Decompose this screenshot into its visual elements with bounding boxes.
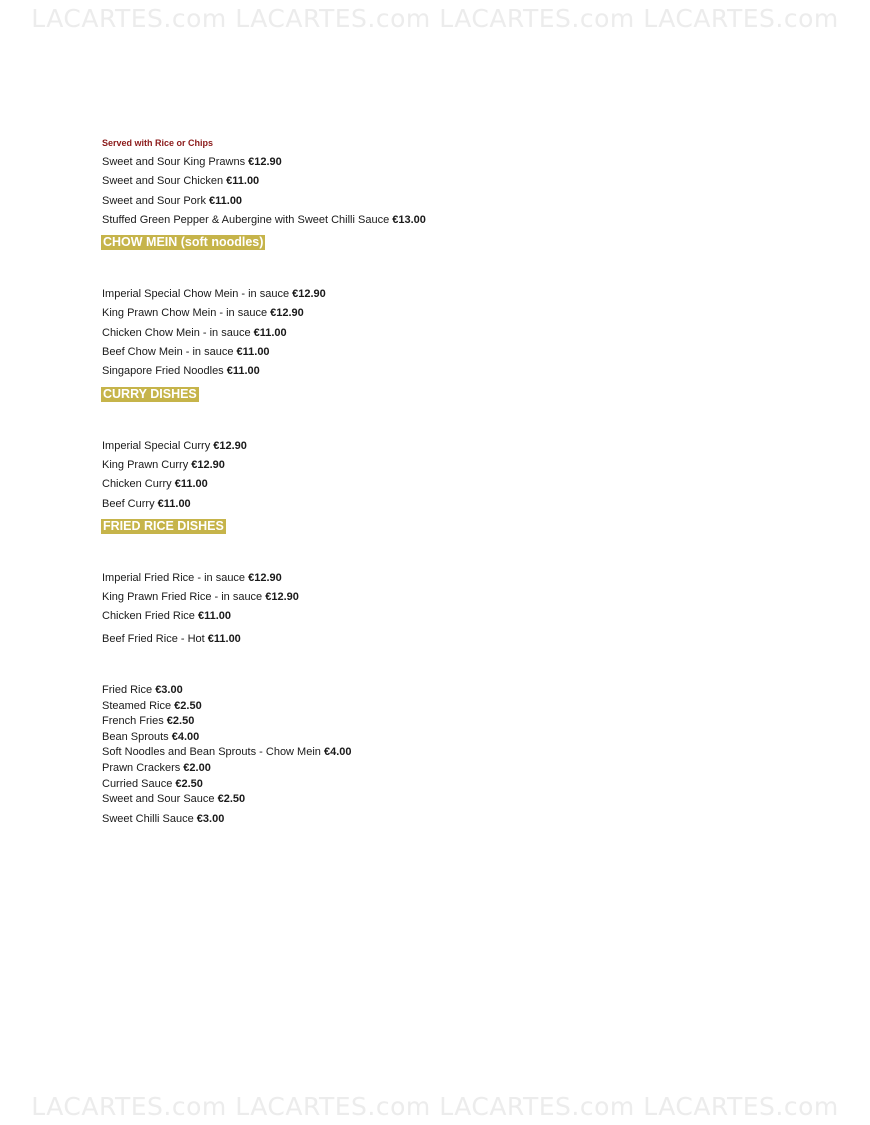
menu-item xyxy=(102,588,802,607)
curry-list xyxy=(102,437,802,514)
item-name: Sweet Chilli Sauce xyxy=(102,812,197,825)
menu-item xyxy=(102,456,802,475)
item-price: €11.00 xyxy=(174,478,208,491)
menu-item xyxy=(102,683,802,699)
item-price: €12.90 xyxy=(213,439,247,452)
item-name: Curried Sauce xyxy=(102,777,176,790)
item-name: Chicken Curry xyxy=(102,478,175,491)
item-price: €4.00 xyxy=(323,746,352,759)
menu-item xyxy=(102,285,802,304)
item-name: Singapore Fried Noodles xyxy=(102,365,227,378)
item-price: €12.90 xyxy=(248,156,282,168)
watermark-bottom: LACARTES.com LACARTES.com LACARTES.com LACARTES.com xyxy=(31,1092,839,1121)
menu-item xyxy=(102,211,802,230)
section-heading-curry: CURRY DISHES xyxy=(103,386,197,401)
subheading: Served with Rice or Chips xyxy=(102,138,214,148)
menu-item xyxy=(102,343,802,362)
item-price: €4.00 xyxy=(171,730,200,743)
item-price: €12.90 xyxy=(191,458,225,471)
item-price: €2.00 xyxy=(183,762,211,775)
menu-item xyxy=(102,437,802,456)
item-name: Imperial Special Curry xyxy=(102,439,214,452)
item-price: €2.50 xyxy=(174,699,202,712)
item-name: Sweet and Sour Pork xyxy=(102,194,210,207)
item-name: Fried Rice xyxy=(102,684,156,697)
menu-item xyxy=(102,777,802,793)
menu-item xyxy=(102,792,802,808)
menu-item xyxy=(102,699,802,715)
item-name: Stuffed Green Pepper & Aubergine with Sweet Chilli Sauce xyxy=(102,213,393,226)
item-name: Sweet and Sour Chicken xyxy=(102,175,227,188)
item-name: Sweet and Sour Sauce xyxy=(102,793,218,806)
menu-item xyxy=(102,569,802,588)
menu-item xyxy=(102,607,802,626)
item-price: €11.00 xyxy=(226,365,260,378)
menu-item xyxy=(102,324,802,343)
item-price: €3.00 xyxy=(196,812,225,825)
item-name: Imperial Fried Rice - in sauce xyxy=(102,571,249,584)
menu-item xyxy=(102,745,802,761)
item-price: €12.90 xyxy=(248,571,282,584)
menu-item xyxy=(102,475,802,494)
item-price: €2.50 xyxy=(175,777,203,790)
sweet-sour-list xyxy=(102,153,802,230)
section-heading-chow-mein: CHOW MEIN (soft noodles) xyxy=(103,235,264,250)
fried-rice-list xyxy=(102,569,802,649)
item-price: €12.90 xyxy=(270,307,304,320)
item-name: Sweet and Sour King Prawns xyxy=(102,156,249,168)
item-name: King Prawn Chow Mein - in sauce xyxy=(102,307,271,320)
item-name: King Prawn Fried Rice - in sauce xyxy=(102,591,266,604)
menu-content xyxy=(102,138,802,827)
menu-item xyxy=(102,812,802,828)
item-price: €2.50 xyxy=(166,715,195,728)
watermark-top: LACARTES.com LACARTES.com LACARTES.com LACARTES.com xyxy=(31,4,839,33)
item-name: Beef Fried Rice - Hot xyxy=(102,632,208,645)
chow-mein-list xyxy=(102,285,802,381)
item-price: €12.90 xyxy=(292,288,326,301)
menu-item xyxy=(102,362,802,381)
item-name: Beef Curry xyxy=(102,497,158,510)
menu-item xyxy=(102,714,802,730)
item-price: €13.00 xyxy=(392,213,426,226)
item-price: €11.00 xyxy=(207,632,241,645)
item-price: €11.00 xyxy=(157,497,191,510)
item-price: €11.00 xyxy=(197,610,232,623)
menu-item xyxy=(102,495,802,514)
item-price: €11.00 xyxy=(209,194,243,207)
item-price: €3.00 xyxy=(155,684,183,697)
item-price: €11.00 xyxy=(236,346,270,359)
item-name: Imperial Special Chow Mein - in sauce xyxy=(102,288,293,301)
item-name: French Fries xyxy=(102,715,167,728)
item-price: €2.50 xyxy=(217,793,246,806)
item-price: €12.90 xyxy=(265,591,299,604)
item-price: €11.00 xyxy=(226,175,260,188)
item-name: Beef Chow Mein - in sauce xyxy=(102,346,237,359)
menu-item xyxy=(102,630,802,649)
item-name: Chicken Chow Mein - in sauce xyxy=(102,326,254,339)
item-name: Steamed Rice xyxy=(102,699,175,712)
menu-item xyxy=(102,730,802,746)
item-name: King Prawn Curry xyxy=(102,458,192,471)
item-name: Bean Sprouts xyxy=(102,730,172,743)
item-name: Soft Noodles and Bean Sprouts - Chow Mein xyxy=(102,746,324,759)
item-name: Prawn Crackers xyxy=(102,762,184,775)
sides-list xyxy=(102,683,802,827)
menu-item xyxy=(102,761,802,777)
menu-item xyxy=(102,192,802,211)
section-heading-fried-rice: FRIED RICE DISHES xyxy=(103,518,224,533)
menu-item xyxy=(102,172,802,191)
item-price: €11.00 xyxy=(253,326,287,339)
item-name: Chicken Fried Rice xyxy=(102,610,198,623)
menu-item xyxy=(102,304,802,323)
menu-item xyxy=(102,153,802,172)
